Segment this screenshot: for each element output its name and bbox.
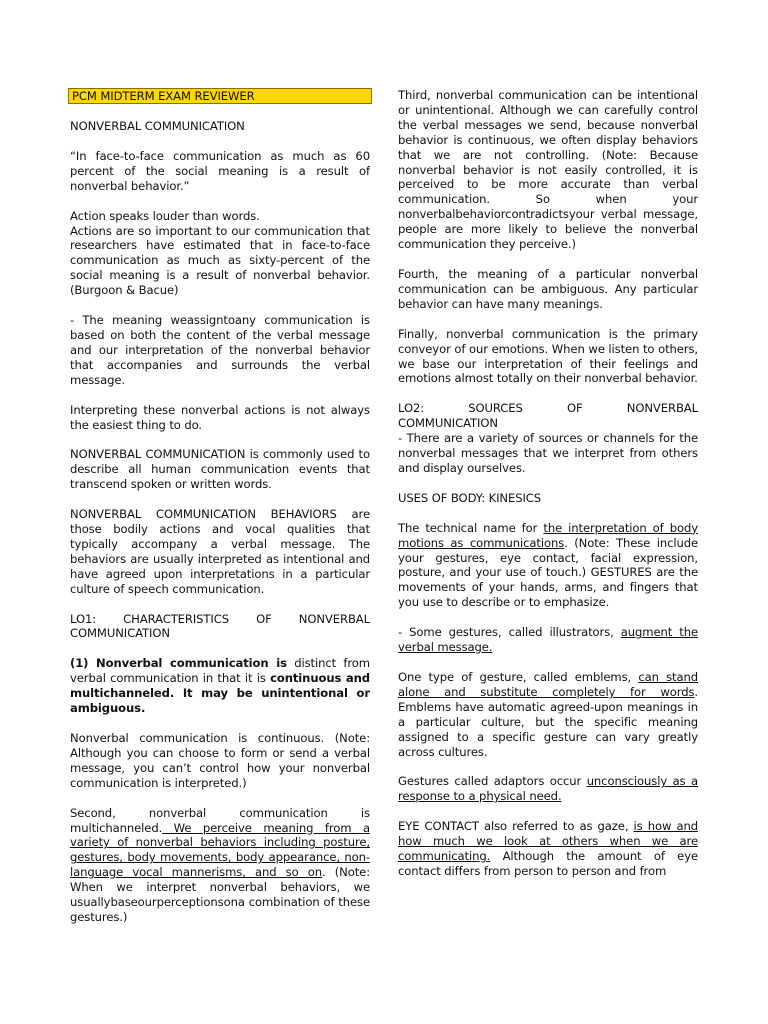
- action-heading: Action speaks louder than words.: [70, 208, 260, 223]
- interpreting-paragraph: Interpreting these nonverbal actions is not always the easiest thing to do.: [70, 402, 370, 432]
- illustrators-lead: - Some gestures, called: [398, 625, 550, 640]
- ncb-term: NONVERBAL COMMUNICATION BEHAVIORS: [70, 507, 337, 522]
- emblems-sep: ,: [627, 670, 639, 684]
- third-paragraph: [398, 88, 698, 252]
- eye-contact-paragraph: [398, 819, 698, 879]
- emblems-underlined: can stand alone and substitute completely for words: [398, 670, 699, 699]
- multichanneled-underlined: We perceive meaning from a variety of nonverbal behaviors including posture, gestures, body movements, body appearance, non-language vocal mannerisms, and so on: [70, 820, 370, 880]
- lo1-word: OF: [256, 611, 272, 626]
- multichanneled-term: nonverbal communication is multichanneled.: [70, 805, 370, 835]
- fourth-term: nonverbal communication can be ambiguous.: [398, 266, 698, 296]
- emblems-term: emblems: [574, 670, 628, 684]
- fourth-rest: Any particular behavior can have many meanings.: [398, 281, 698, 311]
- lo2-heading-line2: COMMUNICATION: [398, 416, 498, 431]
- technical-underlined: the interpretation of body motions as communications: [398, 520, 698, 550]
- adaptors-paragraph: [398, 774, 698, 804]
- section-subtitle: NONVERBAL COMMUNICATION: [70, 119, 245, 133]
- lo2-heading-line1: [398, 401, 698, 416]
- lo1-heading-line1: [70, 612, 370, 627]
- technical-lead: The technical name for: [398, 520, 544, 535]
- finally-paragraph: [398, 327, 698, 387]
- left-column: [70, 88, 370, 940]
- p1-term: (1) Nonverbal communication is: [70, 656, 287, 671]
- adaptors-sep: occur: [544, 774, 587, 789]
- lo2-word: NONVERBAL: [626, 401, 698, 416]
- nc-rest: is commonly used to describe all human communication events that transcend spoken or written words.: [70, 447, 370, 492]
- adaptors-underlined: unconsciously as a response to a physical need.: [398, 774, 698, 804]
- emblems-paragraph: [398, 670, 698, 759]
- opening-quote: “In face-to-face communication as much as 60 percent of the social meaning is a result of nonverbal behavior.”: [70, 148, 370, 193]
- third-rest: Although we can carefully control the verbal messages we send, because nonverbal behavior is continuous, we often display behaviors that we are not controlling. (Note: Because nonverbal behavior is not easily controlled, it is perceived to be more accurate than verbal communication. So when your nonverbalbehaviorcontradictsyour verbal message, people are more likely to believe the nonverbal communication they perceive.): [398, 102, 698, 252]
- nc-term: NONVERBAL COMMUNICATION: [70, 447, 246, 462]
- continuous-term: Nonverbal communication is continuous.: [70, 731, 325, 745]
- lo2-word: SOURCES: [468, 401, 523, 416]
- eye-contact-underlined: is how and how much we look at others when we are communicating.: [398, 819, 698, 864]
- third-lead: Third,: [398, 88, 436, 102]
- fourth-paragraph: [398, 267, 698, 312]
- adaptors-term: adaptors: [493, 774, 545, 789]
- meaning-paragraph: - The meaning weassigntoany communication is based on both the content of the verbal message and our interpretation of the nonverbal behavior that accompanies and surrounds the verbal message.: [70, 313, 370, 387]
- adaptors-lead: Gestures called: [398, 774, 494, 789]
- lo1-word: NONVERBAL: [298, 611, 370, 626]
- document-title: PCM MIDTERM EXAM REVIEWER: [68, 88, 372, 104]
- ncb-definition-paragraph: [70, 507, 370, 596]
- illustrators-underlined: augment the verbal message.: [398, 625, 698, 655]
- kinesics-heading: USES OF BODY: KINESICS: [398, 490, 542, 505]
- lo1-word: CHARACTERISTICS: [123, 611, 229, 626]
- technical-rest: . (Note: These include your gestures, eye contact, facial expression, posture, and your use of touch.) GESTURES are the movements of your hands, arms, and fingers that you use to describe or to emphasize.: [398, 535, 699, 610]
- ncb-rest: are those bodily actions and vocal qualities that typically accompany a verbal message. The behaviors are usually interpreted as intentional and have agreed upon interpretations in a particular culture of speech communication.: [70, 507, 370, 596]
- continuous-rest: (Note: Although you can choose to form or send a verbal message, you can’t control how your nonverbal communication is interpreted.): [70, 731, 371, 790]
- lo2-word: LO2:: [398, 401, 425, 416]
- p1-mid: distinct from verbal communication in that it is: [70, 656, 370, 686]
- finally-lead: Finally,: [398, 326, 447, 341]
- lo1-heading-line2: COMMUNICATION: [70, 626, 170, 641]
- right-column: [398, 88, 698, 879]
- multichanneled-paragraph: [70, 806, 370, 925]
- lo2-section: [398, 401, 698, 476]
- eye-contact-term: EYE CONTACT: [398, 819, 479, 834]
- emblems-lead: One type of gesture, called: [398, 670, 575, 684]
- gaze-term: gaze: [597, 819, 625, 834]
- emblems-rest: . Emblems have automatic agreed-upon meanings in a particular culture, but the specific meaning assigned to a specific gesture can vary greatly across cultures.: [398, 684, 698, 759]
- finally-rest: When we listen to others, we base our interpretation of their feelings and emotions almost totally on their nonverbal behavior.: [398, 341, 698, 386]
- eye-contact-rest: Although the amount of eye contact differs from person to person and from: [398, 849, 698, 878]
- action-paragraph: [70, 209, 370, 298]
- eye-contact-lead: also referred to as: [478, 819, 598, 834]
- technical-paragraph: [398, 521, 698, 610]
- characteristic-1-paragraph: [70, 656, 370, 716]
- action-body: Actions are so important to our communication that researchers have estimated that in face-to-face communication as much as sixty-percent of the social meaning is a result of nonverbal behavior. (Burgoon & Bacue): [70, 223, 370, 298]
- second-lead: Second,: [70, 805, 149, 820]
- fourth-lead: Fourth, the meaning of a particular: [398, 266, 641, 281]
- finally-term: nonverbal communication is the primary conveyor of our emotions.: [398, 326, 698, 356]
- lo1-heading: [70, 612, 370, 642]
- lo1-word: LO1:: [70, 611, 97, 626]
- third-term: nonverbal communication can be intentional or unintentional.: [398, 88, 698, 117]
- lo2-body: - There are a variety of sources or channels for the nonverbal messages that we interpret from others and display ourselves.: [398, 431, 698, 475]
- continuous-paragraph: [70, 731, 370, 791]
- p1-emphasis: continuous and multichanneled. It may be unintentional or ambiguous.: [70, 671, 371, 716]
- illustrators-paragraph: [398, 625, 698, 655]
- eye-contact-sep: ,: [624, 819, 634, 834]
- illustrators-term: illustrators: [549, 625, 611, 640]
- illustrators-sep: ,: [610, 625, 621, 640]
- lo2-word: OF: [566, 401, 583, 416]
- nc-definition-paragraph: [70, 447, 370, 492]
- multichanneled-rest: . (Note: When we interpret nonverbal behaviors, we usuallybaseourperceptionsona combination of these gestures.): [70, 865, 370, 924]
